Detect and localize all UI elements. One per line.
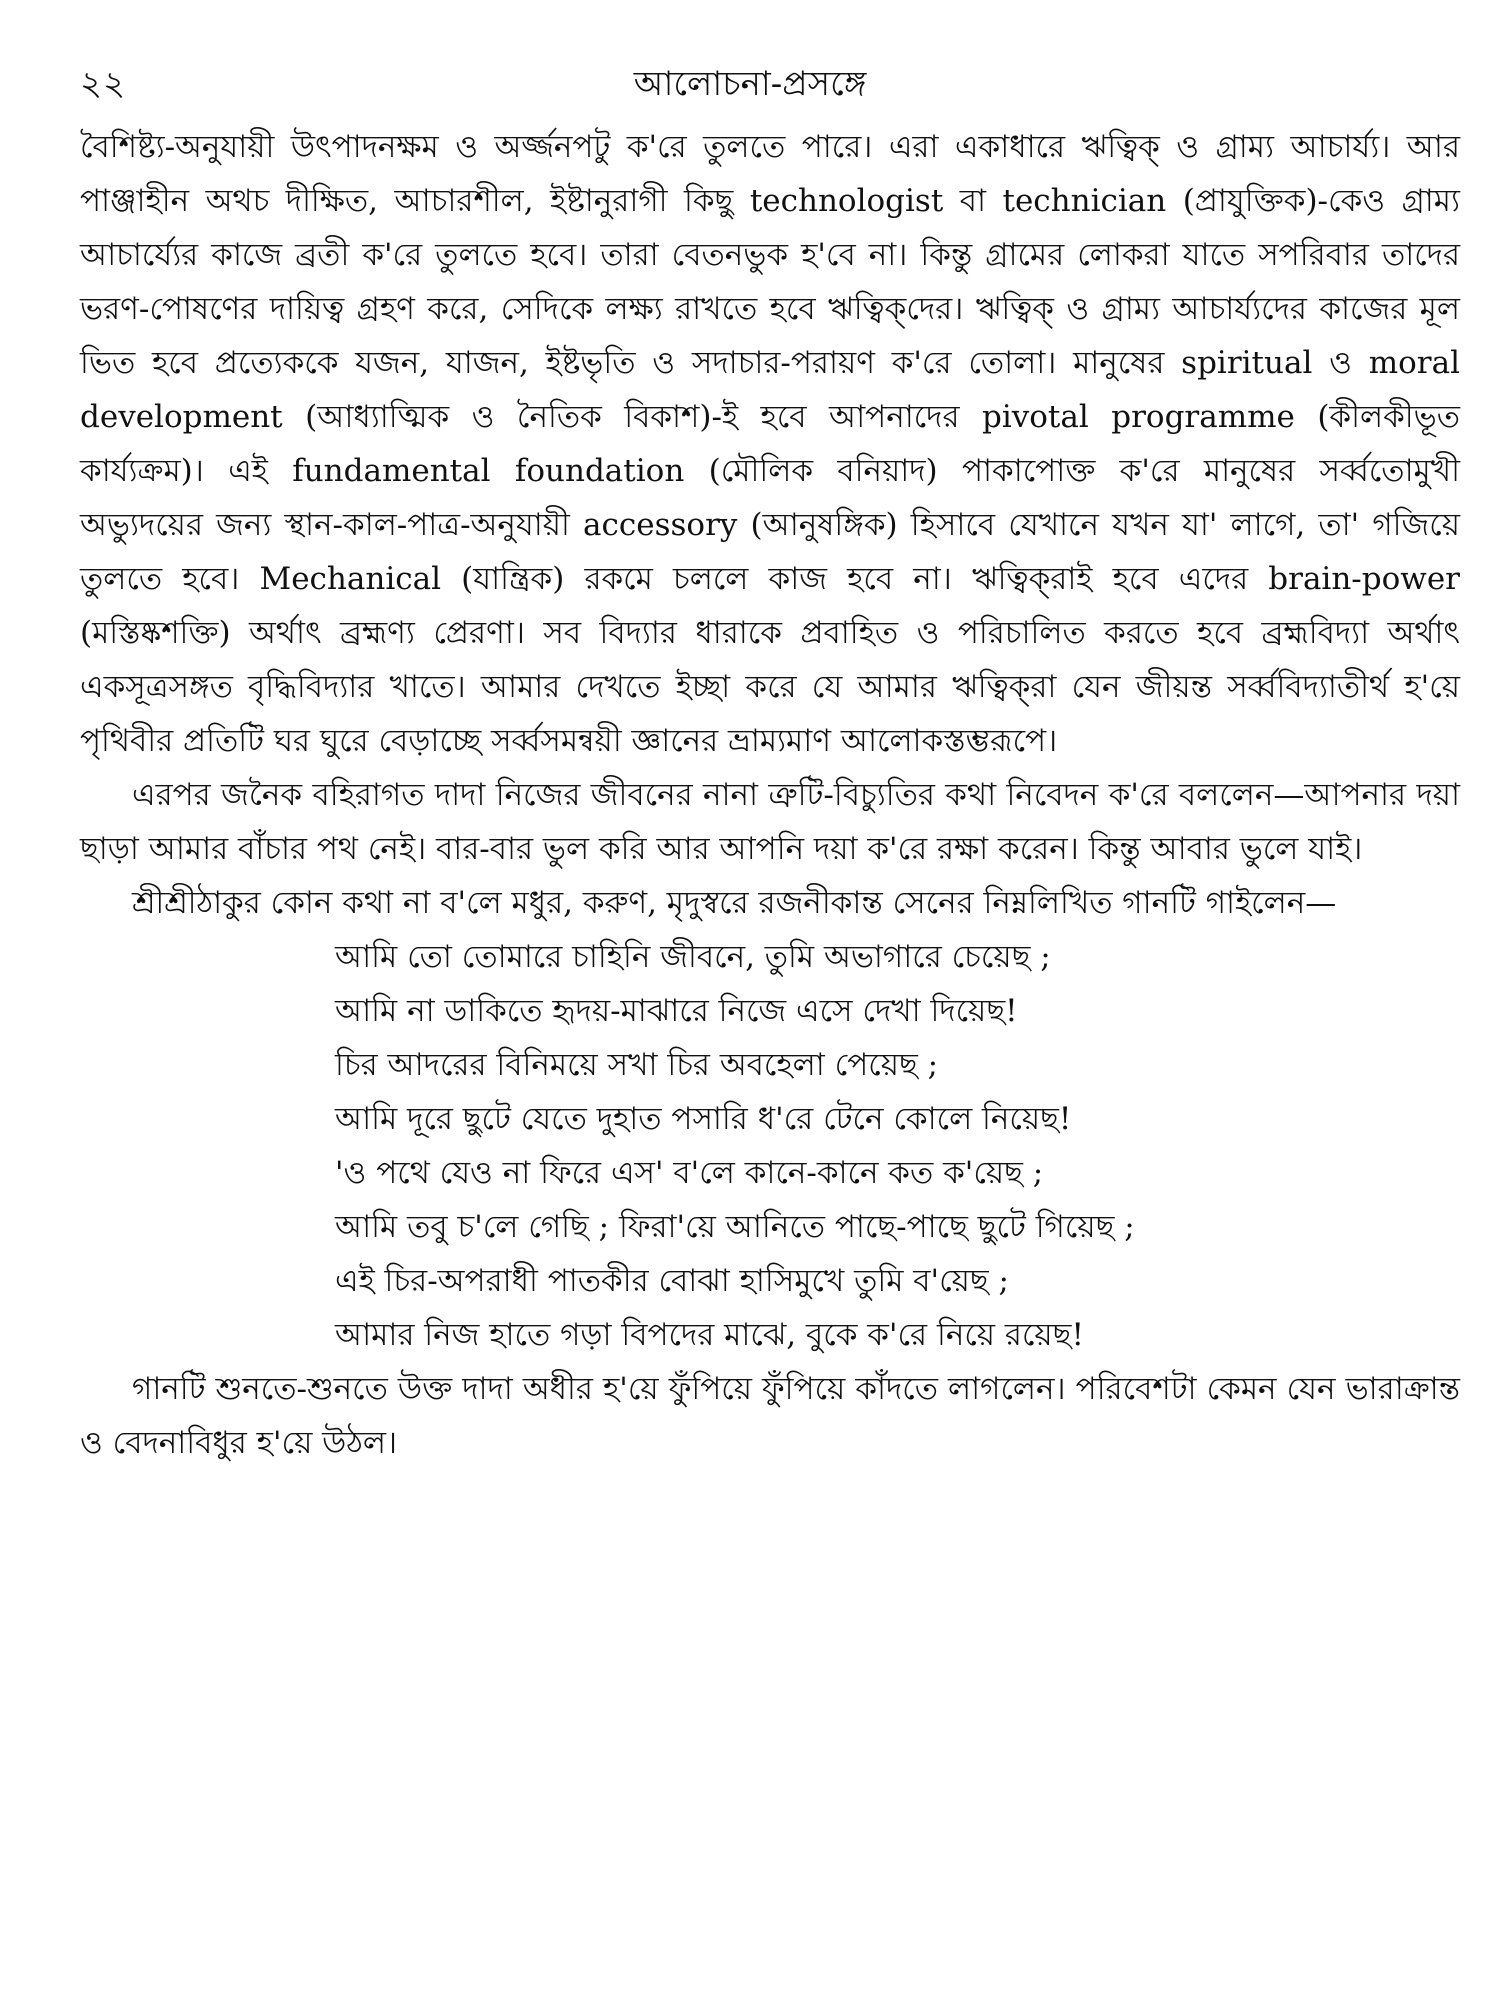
page-body — [80, 120, 1460, 1470]
song-line: আমি তবু চ'লে গেছি ; ফিরা'য়ে আনিতে পাছে-পাছে ছুটে গিয়েছ ; — [335, 1209, 1135, 1245]
paragraph-closing: গানটি শুনতে-শুনতে উক্ত দাদা অধীর হ'য়ে ফুঁপিয়ে ফুঁপিয়ে কাঁদতে লাগলেন। পরিবেশটা কেমন যেন ভারাক্রান্ত ও বেদনাবিধুর হ'য়ে উঠল। — [80, 1371, 1460, 1461]
song-line: আমি দূরে ছুটে যেতে দুহাত পসারি ধ'রে টেনে কোলে নিয়েছ! — [335, 1101, 1072, 1137]
page-header — [80, 58, 1420, 108]
paragraph-continuation: বৈশিষ্ট্য-অনুযায়ী উৎপাদনক্ষম ও অর্জ্জনপটু ক'রে তুলতে পারে। এরা একাধারে ঋত্বিক্ ও গ্রাম্য আচার্য্য। আর পাঞ্জাহীন অথচ দীক্ষিত, আচারশীল, ইষ্টানুরাগী কিছু technologist বা technician (প্রাযুক্তিক)-কেও গ্রাম্য আচার্য্যের কাজে ব্রতী ক'রে তুলতে হবে। তারা বেতনভুক হ'বে না। কিন্তু গ্রামের লোকরা যাতে সপরিবার তাদের ভরণ-পোষণের দায়িত্ব গ্রহণ করে, সেদিকে লক্ষ্য রাখতে হবে ঋত্বিক্‌দের। ঋত্বিক্ ও গ্রাম্য আচার্য্যদের কাজের মূল ভিত হবে প্রত্যেককে যজন, যাজন, ইষ্টভৃতি ও সদাচার-পরায়ণ ক'রে তোলা। মানুষের spiritual ও moral development (আধ্যাত্মিক ও নৈতিক বিকাশ)-ই হবে আপনাদের pivotal programme (কীলকীভূত কার্য্যক্রম)। এই fundamental foundation (মৌলিক বনিয়াদ) পাকাপোক্ত ক'রে মানুষের সর্ব্বতোমুখী অভ্যুদয়ের জন্য স্থান-কাল-পাত্র-অনুযায়ী accessory (আনুষঙ্গিক) হিসাবে যেখানে যখন যা' লাগে, তা' গজিয়ে তুলতে হবে। Mechanical (যান্ত্রিক) রকমে চললে কাজ হবে না। ঋত্বিক্‌রাই হবে এদের brain-power (মস্তিষ্কশক্তি) অর্থাৎ ব্রহ্মণ্য প্রেরণা। সব বিদ্যার ধারাকে প্রবাহিত ও পরিচালিত করতে হবে ব্রহ্মবিদ্যা অর্থাৎ একসূত্রসঙ্গত বৃদ্ধিবিদ্যার খাতে। আমার দেখতে ইচ্ছা করে যে আমার ঋত্বিক্‌রা যেন জীয়ন্ত সর্ব্ববিদ্যাতীর্থ হ'য়ে পৃথিবীর প্রতিটি ঘর ঘুরে বেড়াচ্ছে সর্ব্বসমন্বয়ী জ্ঞানের ভ্রাম্যমাণ আলোকস্তম্ভরূপে। — [80, 129, 1460, 759]
paragraph-visitor-confession: এরপর জনৈক বহিরাগত দাদা নিজের জীবনের নানা ত্রুটি-বিচ্যুতির কথা নিবেদন ক'রে বললেন—আপনার দয়া ছাড়া আমার বাঁচার পথ নেই। বার-বার ভুল করি আর আপনি দয়া ক'রে রক্ষা করেন। কিন্তু আবার ভুলে যাই। — [80, 777, 1460, 867]
song-line: চির আদরের বিনিময়ে সখা চির অবহেলা পেয়েছ ; — [335, 1047, 939, 1083]
song-line: আমি তো তোমারে চাহিনি জীবনে, তুমি অভাগারে চেয়েছ ; — [335, 939, 1051, 975]
paragraph-song-intro: শ্রীশ্রীঠাকুর কোন কথা না ব'লে মধুর, করুণ, মৃদুস্বরে রজনীকান্ত সেনের নিম্নলিখিত গানটি গাইলেন— — [132, 885, 1337, 921]
song-line: আমি না ডাকিতে হৃদয়-মাঝারে নিজে এসে দেখা দিয়েছ! — [335, 993, 1018, 1029]
running-title: আলোচনা-প্রসঙ্গে — [633, 64, 867, 104]
song-line: আমার নিজ হাতে গড়া বিপদের মাঝে, বুকে ক'রে নিয়ে রয়েছ! — [335, 1317, 1084, 1353]
page-number: ২২ — [80, 64, 127, 104]
song-line: 'ও পথে যেও না ফিরে এস' ব'লে কানে-কানে কত ক'য়েছ ; — [335, 1155, 1044, 1191]
song-verse — [335, 930, 1460, 1362]
song-line: এই চির-অপরাধী পাতকীর বোঝা হাসিমুখে তুমি ব'য়েছ ; — [335, 1263, 1009, 1299]
